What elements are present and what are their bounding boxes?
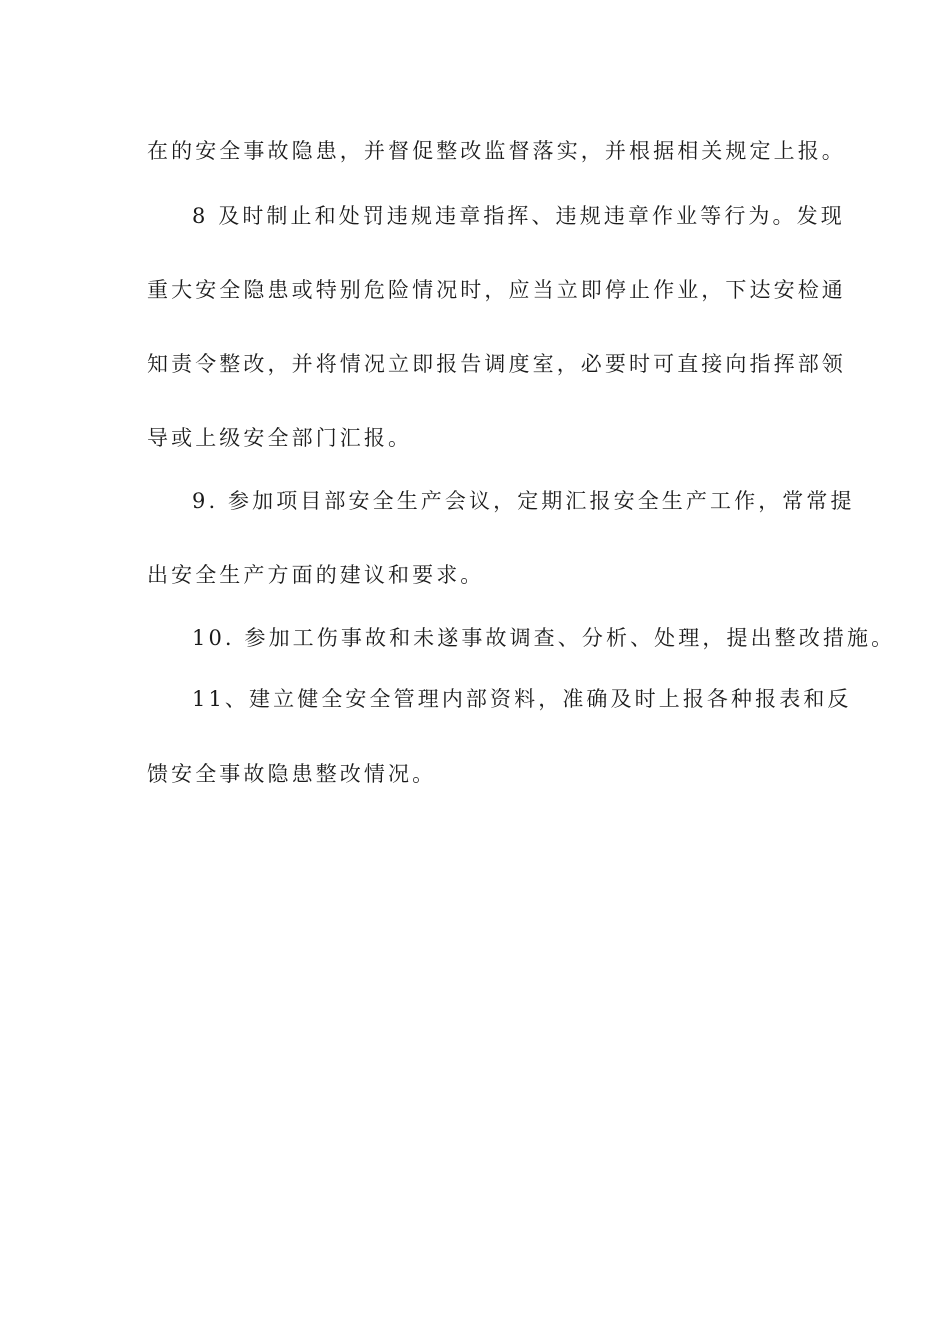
paragraph-line: 出安全生产方面的建议和要求。 bbox=[147, 563, 485, 587]
paragraph-line: 8 及时制止和处罚违规违章指挥、违规违章作业等行为。发现 bbox=[192, 204, 845, 228]
paragraph-line: 9. 参加项目部安全生产会议，定期汇报安全生产工作，常常提 bbox=[192, 489, 855, 513]
paragraph-line: 导或上级安全部门汇报。 bbox=[147, 426, 413, 450]
paragraph-line: 重大安全隐患或特别危险情况时，应当立即停止作业，下达安检通 bbox=[147, 278, 846, 302]
paragraph-line: 10. 参加工伤事故和未遂事故调查、分析、处理，提出整改措施。 bbox=[192, 626, 896, 650]
paragraph-line: 在的安全事故隐患，并督促整改监督落实，并根据相关规定上报。 bbox=[147, 139, 846, 163]
paragraph-line: 知责令整改，并将情况立即报告调度室，必要时可直接向指挥部领 bbox=[147, 352, 846, 376]
paragraph-line: 11、建立健全安全管理内部资料，准确及时上报各种报表和反 bbox=[192, 687, 852, 711]
paragraph-line: 馈安全事故隐患整改情况。 bbox=[147, 762, 437, 786]
